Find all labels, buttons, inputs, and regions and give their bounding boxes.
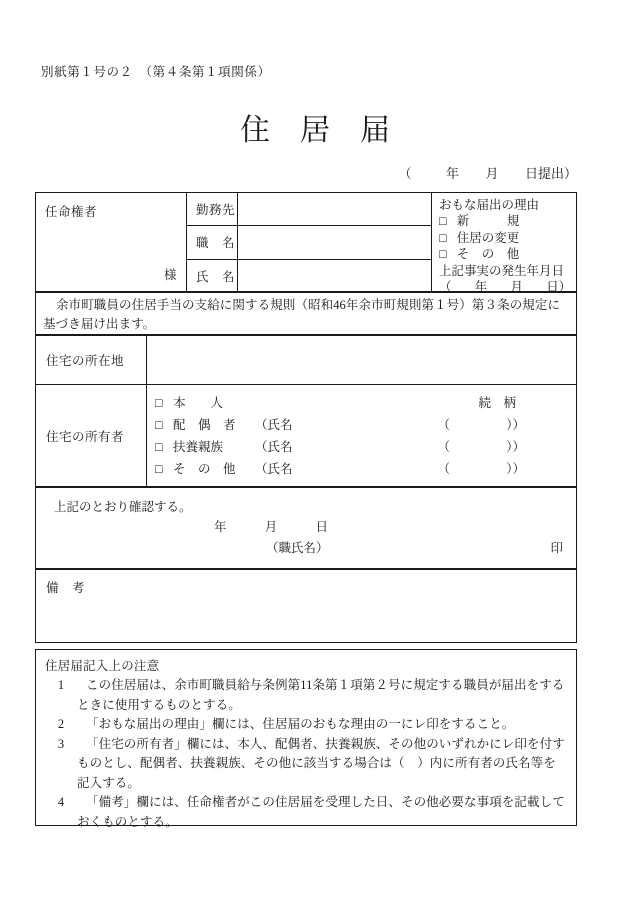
job-title-row [187,226,431,259]
owner-other-name-field[interactable]: （氏名 [255,462,293,476]
event-date-open: （ [439,279,452,294]
checkbox-icon[interactable]: □ [439,214,447,228]
report-reason-title: おもな届出の理由 [439,198,540,212]
note-item [45,715,567,735]
checkbox-icon[interactable]: □ [155,418,163,432]
relation-header: 続 柄 [478,396,516,410]
submission-date-line [398,163,577,182]
residence-address-key [36,336,146,384]
owner-dependent-relation-field[interactable] [438,436,526,458]
authority-table [35,192,577,292]
owner-option-self-label: 本 人 [173,396,224,410]
reason-option-change[interactable] [439,230,576,247]
residence-table [35,335,577,487]
authority-honorific: 様 [163,268,177,282]
event-date-month: 月 [510,279,524,294]
reason-option-new-label: 新 規 [456,214,520,228]
workplace-label: 勤務先 [196,203,236,218]
employee-fields-group [186,193,431,291]
event-date-label: 上記事実の発生年月日 [439,263,565,278]
seal-stamp-label[interactable]: 印 [550,541,563,555]
reason-option-new[interactable] [439,213,576,230]
workplace-row [187,193,431,226]
statement-text: 余市町職員の住居手当の支給に関する規則（昭和46年余市町規則第１号）第３条の規定に基づき届け出ます。 [43,298,561,331]
residence-address-row [36,336,576,385]
employee-name-input[interactable] [237,260,431,293]
relation-open-paren: （ [437,440,451,454]
note-text: この住居届は、余市町職員給与条例第11条第１項第２号に規定する職員が届出をするときに使用するものとする。 [77,678,565,712]
owner-other-relation-field[interactable] [438,458,526,480]
checkbox-icon[interactable]: □ [439,230,447,245]
owner-option-dependent[interactable] [147,436,576,458]
note-item [45,735,567,794]
event-date-day: 日） [546,279,572,294]
residence-address-label: 住宅の所在地 [46,354,125,368]
submission-year-label: 年 [445,166,459,181]
owner-spouse-relation-field[interactable] [438,414,526,436]
owner-option-other[interactable] [147,458,576,480]
remarks-label: 備 考 [46,581,86,595]
employee-name-label: 氏 名 [196,270,236,285]
residence-owner-key [36,385,146,486]
page-title: 住居届 [240,114,420,147]
residence-owner-options [146,385,576,486]
residence-owner-row [36,385,576,486]
workplace-input[interactable] [237,193,431,225]
notes-box [35,649,577,829]
confirmation-box [35,487,577,569]
statement-box [35,292,577,335]
document-reference-number: 別紙第１号の２ （第４条第１項関係） [41,65,271,79]
residence-address-input[interactable] [146,336,576,384]
job-title-input[interactable] [237,226,431,258]
note-text: 「備考」欄には、任命権者がこの住居届を受理した日、その他必要な事項を記載しておくものとする。 [77,795,565,829]
report-reason-cell [431,193,576,294]
owner-option-spouse[interactable] [147,414,576,436]
owner-option-other-label: そ の 他 [173,462,236,476]
checkbox-icon[interactable]: □ [155,462,163,476]
note-text: 「おもな届出の理由」欄には、住居届のおもな理由の一にレ印をすること。 [86,717,515,731]
remarks-box[interactable] [35,569,577,643]
owner-option-dependent-label: 扶養親族 [173,440,224,454]
owner-option-spouse-label: 配 偶 者 [173,418,236,432]
submission-open-paren: （ [398,166,412,181]
confirmation-day-label: 日 [315,520,329,534]
note-item [45,793,567,832]
reason-option-change-label: 住居の変更 [456,230,520,245]
event-date-year: 年 [474,279,488,294]
checkbox-icon[interactable]: □ [155,440,163,454]
note-item [45,676,567,715]
authority-name-cell[interactable] [36,193,186,291]
relation-close-paren: ）） [506,440,526,454]
notes-title: 住居届記入上の注意 [45,659,160,673]
job-title-label: 職 名 [196,236,236,251]
checkbox-icon[interactable]: □ [155,396,163,410]
employee-name-row [187,260,431,293]
confirmation-year-label: 年 [214,520,227,534]
authority-label: 任命権者 [45,205,98,219]
residence-owner-label: 住宅の所有者 [46,429,125,444]
note-number: 2 [57,717,65,731]
reason-option-other[interactable] [439,246,576,263]
confirmation-name-label[interactable]: （職氏名） [266,541,329,555]
relation-close-paren: ）） [506,462,526,476]
relation-open-paren: （ [437,462,451,476]
confirmation-statement: 上記のとおり確認する。 [54,500,192,514]
submission-month-label: 月 [485,166,499,181]
note-number: 3 [57,736,65,751]
confirmation-month-label: 月 [264,520,278,534]
checkbox-icon[interactable]: □ [439,247,447,261]
note-number: 4 [57,795,65,809]
owner-option-self[interactable] [147,392,576,414]
reason-option-other-label: そ の 他 [456,247,520,261]
note-text: 「住宅の所有者」欄には、本人、配偶者、扶養親族、その他のいずれかにレ印を付すものとし、配偶者、扶養親族、その他に該当する場合は（ ）内に所有者の氏名等を記入する。 [77,736,565,790]
owner-dependent-name-field[interactable]: （氏名 [255,440,293,454]
relation-open-paren: （ [437,418,451,432]
owner-spouse-name-field[interactable]: （氏名 [255,418,293,432]
confirmation-signature-row [36,538,576,559]
note-number: 1 [57,678,65,692]
submission-day-label: 日提出） [524,166,577,181]
relation-close-paren: ）） [506,418,526,432]
confirmation-date-input[interactable] [36,517,576,538]
